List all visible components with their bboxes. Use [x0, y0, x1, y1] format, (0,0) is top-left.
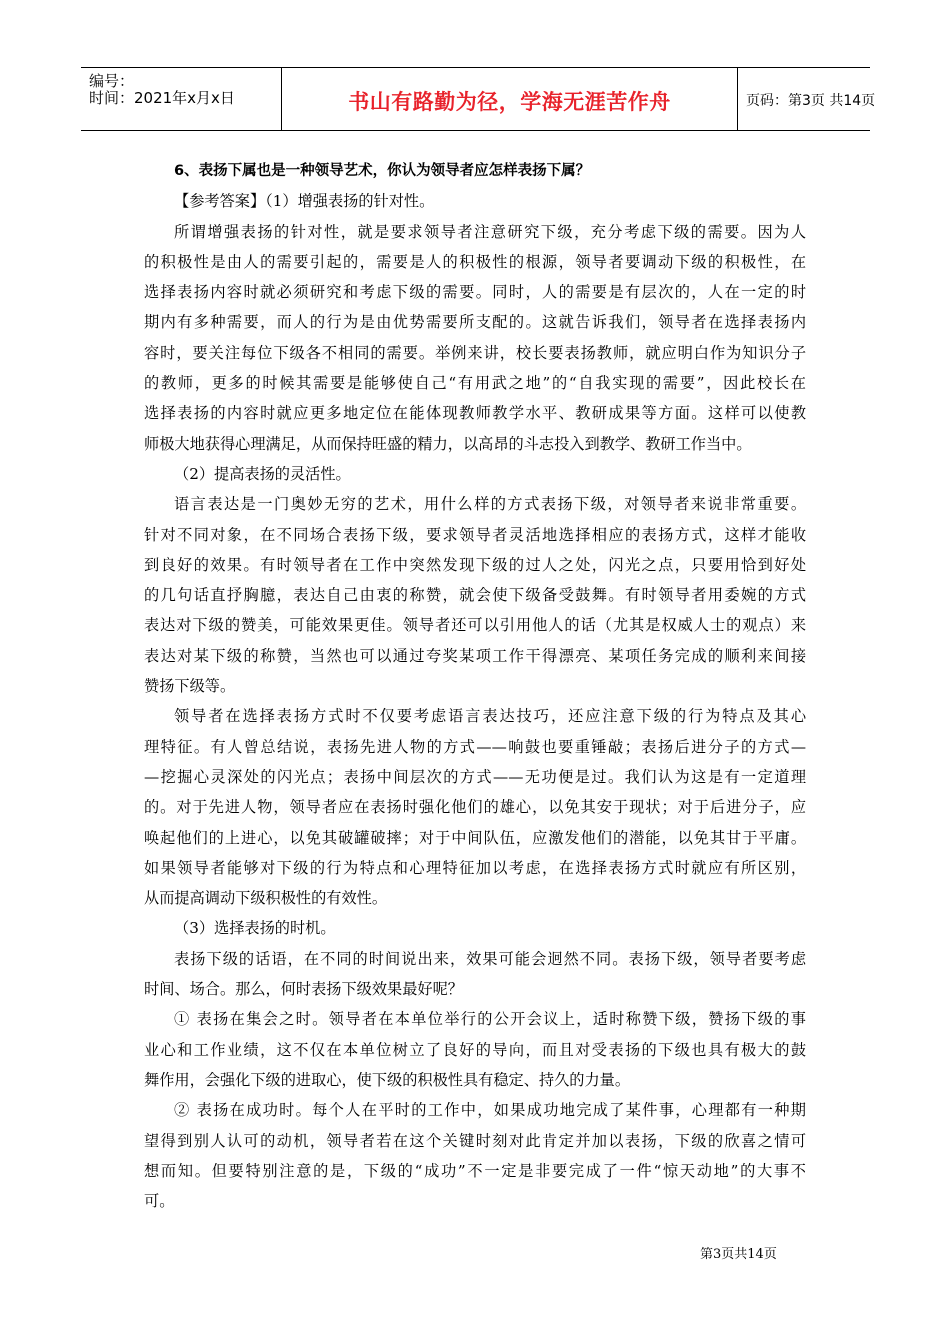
text-line: 所谓增强表扬的针对性，就是要求领导者注意研究下级，充分考虑下级的需要。因为人 [174, 222, 806, 241]
text-line: 业心和工作业绩，这不仅在本单位树立了良好的导向，而且对受表扬的下级也具有极大的鼓 [144, 1040, 806, 1059]
text-line: 表达对下级的赞美，可能效果更佳。领导者还可以引用他人的话（尤其是权威人士的观点）来 [144, 616, 806, 635]
text-line: ① 表扬在集会之时。领导者在本单位举行的公开会议上，适时称赞下级，赞扬下级的事 [174, 1010, 806, 1029]
text-line: —挖掘心灵深处的闪光点；表扬中间层次的方式——无功便是过。我们认为这是有一定道理 [144, 767, 806, 786]
text-line: 选择表扬内容时就必须研究和考虑下级的需要。同时，人的需要是有层次的，人在一定的时 [144, 283, 806, 302]
document-header [81, 67, 876, 131]
text-line: 期内有多种需要，而人的行为是由优势需要所支配的。这就告诉我们，领导者在选择表扬内 [144, 313, 806, 332]
text-line: 如果领导者能够对下级的行为特点和心理特征加以考虑，在选择表扬方式时就应有所区别， [144, 858, 806, 877]
text-line: 唤起他们的上进心，以免其破罐破摔；对于中间队伍，应激发他们的潜能，以免其甘于平庸。 [144, 828, 806, 847]
document-body [144, 156, 806, 1216]
question-heading: 6、表扬下属也是一种领导艺术，你认为领导者应怎样表扬下属？ [174, 163, 591, 179]
text-line: 师极大地获得心理满足，从而保持旺盛的精力，以高昂的斗志投入到教学、教研工作当中。 [144, 434, 752, 453]
text-line: 时间、场合。那么，何时表扬下级效果最好呢？ [144, 980, 463, 999]
text-line: 理特征。有人曾总结说，表扬先进人物的方式——响鼓也要重锤敲；表扬后进分子的方式— [144, 737, 806, 756]
header-page-info: 页码：第3页 共14页 [746, 93, 876, 109]
text-line: 表扬下级的话语，在不同的时间说出来，效果可能会迥然不同。表扬下级，领导者要考虑 [174, 949, 806, 968]
text-line: 表达对某下级的称赞，当然也可以通过夸奖某项工作干得漂亮、某项任务完成的顺利来间接 [144, 646, 806, 665]
text-line: 领导者在选择表扬方式时不仅要考虑语言表达技巧，还应注意下级的行为特点及其心 [174, 707, 806, 726]
text-line: ② 表扬在成功时。每个人在平时的工作中，如果成功地完成了某件事，心理都有一种期 [174, 1101, 806, 1120]
text-line: （2）提高表扬的灵活性。 [174, 464, 351, 483]
text-line: 选择表扬的内容时就应更多地定位在能体现教师教学水平、教研成果等方面。这样可以使教 [144, 404, 806, 423]
header-page-cell [736, 68, 876, 130]
text-line: 从而提高调动下级积极性的有效性。 [144, 889, 387, 908]
text-line: 的教师，更多的时候其需要是能够使自己“有用武之地”的“自我实现的需要”，因此校长在 [144, 374, 806, 393]
text-line: 望得到别人认可的动机，领导者若在这个关键时刻对此肯定并加以表扬，下级的欣喜之情可 [144, 1131, 806, 1150]
text-line: 赞扬下级等。 [144, 677, 236, 696]
text-line: 可。 [144, 1192, 175, 1211]
text-line: （3）选择表扬的时机。 [174, 919, 336, 938]
header-motto-cell [281, 68, 738, 130]
text-line: 的。对于先进人物，领导者应在表扬时强化他们的雄心，以免其安于现状；对于后进分子，应 [144, 798, 806, 817]
text-line: 的几句话直抒胸臆，表达自己由衷的称赞，就会使下级备受鼓舞。有时领导者用委婉的方式 [144, 586, 806, 605]
text-line: 的积极性是由人的需要引起的，需要是人的积极性的根源，领导者要调动下级的积极性，在 [144, 252, 806, 271]
page-footer: 第3页共14页 [700, 1247, 777, 1262]
text-line: 【参考答案】（1）增强表扬的针对性。 [174, 192, 435, 211]
text-line: 到良好的效果。有时领导者在工作中突然发现下级的过人之处，闪光之点，只要用恰到好处 [144, 555, 806, 574]
document-number-label: 编号： [89, 72, 135, 90]
text-line: 容时，要关注每位下级各不相同的需要。举例来讲，校长要表扬教师，就应明白作为知识分子 [144, 343, 806, 362]
header-motto: 书山有路勤为径，学海无涯苦作舟 [348, 90, 671, 114]
text-line: 舞作用，会强化下级的进取心，使下级的积极性具有稳定、持久的力量。 [144, 1070, 630, 1089]
document-date-label: 时间：2021年x月x日 [89, 89, 235, 107]
text-line: 针对不同对象，在不同场合表扬下级，要求领导者灵活地选择相应的表扬方式，这样才能收 [144, 525, 806, 544]
text-line: 想而知。但要特别注意的是，下级的“成功”不一定是非要完成了一件“惊天动地”的大事不 [144, 1161, 806, 1180]
answer-text [144, 186, 806, 1216]
text-line: 语言表达是一门奥妙无穷的艺术，用什么样的方式表扬下级，对领导者来说非常重要。 [174, 495, 806, 514]
header-meta-cell [81, 68, 281, 130]
